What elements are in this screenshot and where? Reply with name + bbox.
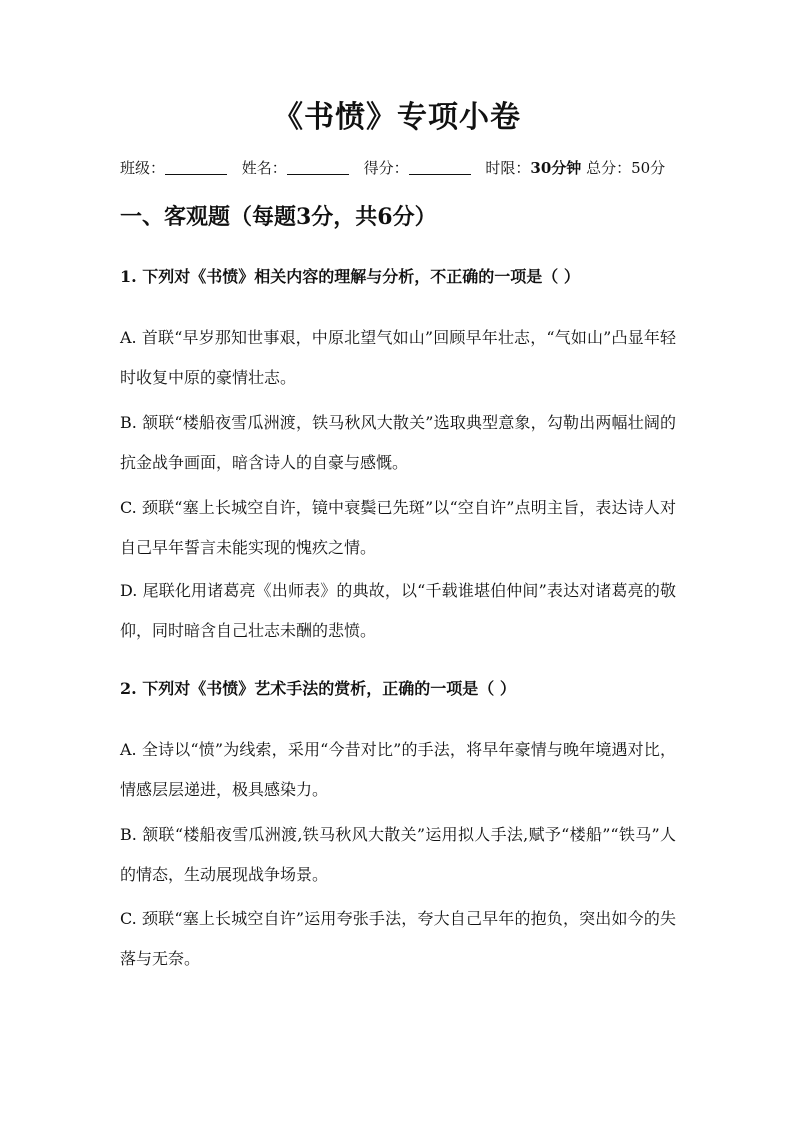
class-label: 班级：	[120, 159, 166, 177]
question-2-stem: 2. 下列对《书愤》艺术手法的赏析，正确的一项是（ ）	[120, 679, 516, 698]
question-1-option-b: B. 颔联“楼船夜雪瓜洲渡，铁马秋风大散关”选取典型意象，勾勒出两幅壮阔的抗金战争画面，暗含诗人的自豪与感慨。	[120, 413, 676, 472]
total-label: 总分：	[586, 159, 632, 177]
class-blank	[165, 158, 227, 175]
time-value: 30分钟	[530, 159, 582, 177]
score-blank	[409, 158, 471, 175]
question-2-option-c: C. 颈联“塞上长城空自许”运用夸张手法，夸大自己早年的抱负，突出如今的失落与无奈。	[120, 909, 676, 968]
page-title: 《书愤》专项小卷	[273, 100, 521, 135]
question-1-option-d: D. 尾联化用诸葛亮《出师表》的典故，以“千载谁堪伯仲间”表达对诸葛亮的敬仰，同时暗含自己壮志未酬的悲愤。	[120, 581, 676, 640]
section-title: 一、客观题（每题3分，共6分）	[120, 204, 437, 230]
name-label: 姓名：	[241, 159, 287, 177]
exam-info-line	[120, 156, 680, 180]
question-1-option-a: A. 首联“早岁那知世事艰，中原北望气如山”回顾早年壮志，“气如山”凸显年轻时收复中原的豪情壮志。	[120, 328, 676, 387]
score-label: 得分：	[363, 159, 409, 177]
name-blank	[287, 158, 349, 175]
question-1-stem: 1. 下列对《书愤》相关内容的理解与分析，不正确的一项是（ ）	[120, 267, 580, 286]
total-value: 50分	[631, 159, 666, 177]
time-label: 时限：	[485, 159, 531, 177]
question-2-option-a: A. 全诗以“愤”为线索，采用“今昔对比”的手法，将早年豪情与晚年境遇对比，情感层层递进，极具感染力。	[120, 740, 676, 799]
question-2-option-b: B. 颔联“楼船夜雪瓜洲渡,铁马秋风大散关”运用拟人手法,赋予“楼船”“铁马”人的情态，生动展现战争场景。	[120, 825, 676, 884]
question-1-option-c: C. 颈联“塞上长城空自许，镜中衰鬓已先斑”以“空自许”点明主旨，表达诗人对自己早年誓言未能实现的愧疚之情。	[120, 498, 676, 557]
